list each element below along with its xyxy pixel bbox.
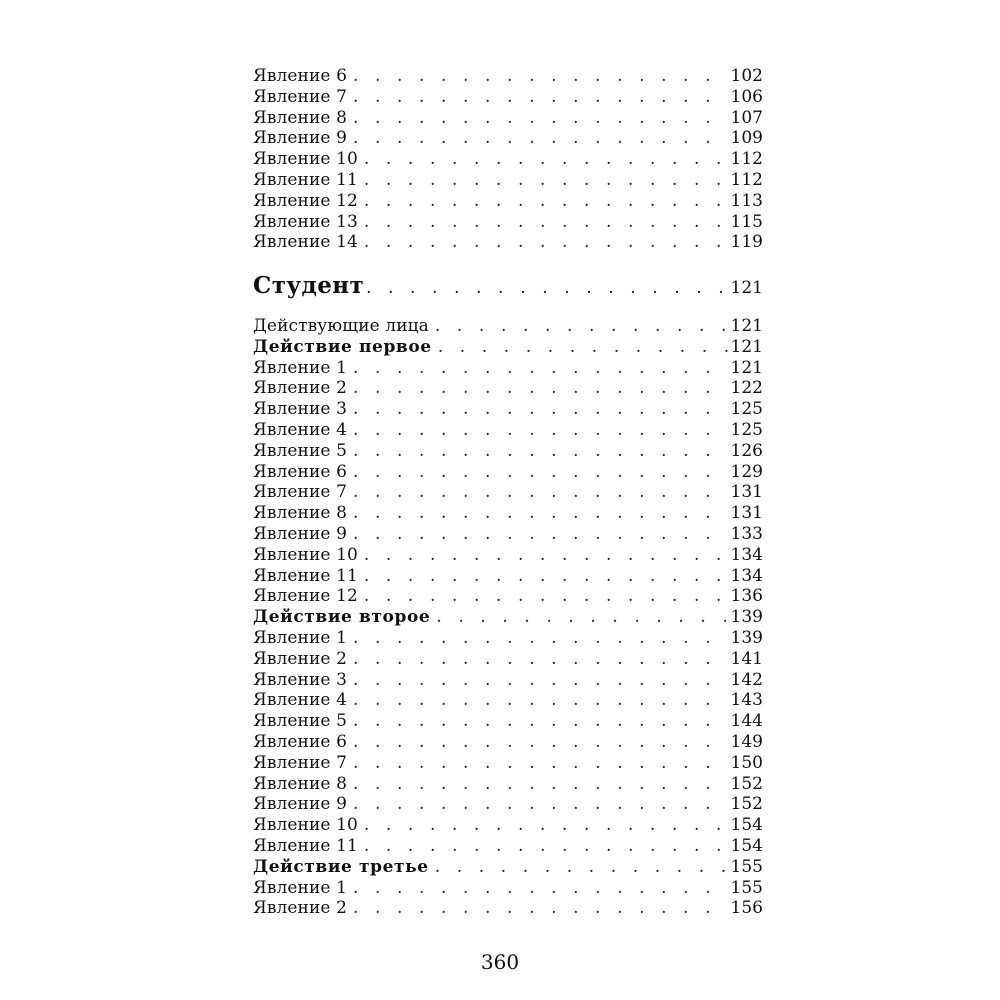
dot-leader [353, 378, 728, 399]
dot-leader [353, 690, 728, 711]
dot-leader [353, 524, 728, 545]
toc-entry-page: 143 [730, 690, 763, 711]
toc-entry-page: 150 [730, 752, 763, 773]
toc-list-main [253, 316, 763, 919]
toc-entry [253, 503, 763, 524]
toc-entry-page: 107 [730, 107, 763, 128]
dot-leader [438, 337, 728, 358]
toc-entry-title: Явление 7 [253, 752, 348, 773]
toc-entry-title: Действие второе [253, 607, 431, 628]
toc-entry-page: 152 [730, 794, 763, 815]
toc-entry-title: Явление 10 [253, 149, 358, 170]
toc-entry-page: 141 [730, 648, 763, 669]
toc-entry-page: 134 [730, 544, 763, 565]
dot-leader [364, 545, 728, 566]
toc-entry [253, 378, 763, 399]
toc-entry-title: Явление 12 [253, 190, 358, 211]
toc-act-heading [253, 857, 763, 878]
dot-leader [364, 170, 728, 191]
toc-entry [253, 711, 763, 732]
toc-entry-page: 112 [730, 149, 763, 170]
toc-entry-title: Явление 7 [253, 86, 348, 107]
toc-entry-page: 121 [730, 316, 763, 336]
dot-leader [353, 753, 728, 774]
dot-leader [353, 794, 728, 815]
toc-entry-title: Явление 12 [253, 586, 358, 607]
toc-entry-title: Явление 2 [253, 378, 348, 399]
toc-entry [253, 149, 763, 170]
page-number: 360 [480, 950, 520, 974]
dot-leader [364, 149, 728, 170]
dot-leader [364, 836, 728, 857]
toc-act-heading [253, 337, 763, 358]
toc-entry-page: 131 [730, 503, 763, 524]
toc-entry [253, 420, 763, 441]
toc-entry-page: 139 [730, 627, 763, 648]
toc-entry [253, 462, 763, 483]
dot-leader [353, 66, 728, 87]
toc-entry-title: Явление 5 [253, 440, 348, 461]
toc-entry-page: 109 [730, 128, 763, 149]
toc-entry [253, 482, 763, 503]
toc-entry [253, 753, 763, 774]
toc-entry-title: Явление 9 [253, 523, 348, 544]
toc-entry-title: Явление 7 [253, 482, 348, 503]
toc-entry-page: 115 [730, 211, 763, 232]
toc-entry-title: Явление 8 [253, 503, 348, 524]
dot-leader [364, 586, 728, 607]
toc-entry-page: 113 [730, 190, 763, 211]
toc-entry [253, 441, 763, 462]
toc-entry [253, 815, 763, 836]
toc-entry [253, 690, 763, 711]
dot-leader [436, 607, 727, 628]
toc-entry-page: 106 [730, 86, 763, 107]
toc-entry [253, 358, 763, 379]
toc-entry-title: Явление 6 [253, 66, 348, 86]
dot-leader [353, 503, 728, 524]
toc-entry-title: Явление 14 [253, 232, 358, 253]
toc-entry [253, 128, 763, 149]
toc-entry-page: 142 [730, 669, 763, 690]
dot-leader [435, 857, 728, 878]
toc-entry-title: Явление 1 [253, 627, 348, 648]
toc-entry-page: 144 [730, 711, 763, 732]
toc-entry-page: 121 [730, 336, 763, 357]
toc-entry-page: 125 [730, 399, 763, 420]
toc-entry [253, 66, 763, 87]
toc-entry [253, 316, 763, 337]
dot-leader [353, 898, 728, 919]
dot-leader [435, 316, 728, 337]
toc-entry-title: Действие первое [253, 336, 432, 357]
dot-leader [353, 87, 728, 108]
toc-entry-title: Действие третье [253, 856, 429, 877]
toc-entry-title: Явление 13 [253, 211, 358, 232]
dot-leader [353, 628, 728, 649]
toc-entry-title: Явление 8 [253, 773, 348, 794]
toc-entry-page: 139 [730, 607, 763, 628]
dot-leader [353, 670, 728, 691]
toc-entry-title: Явление 1 [253, 357, 348, 378]
toc-entry-page: 154 [730, 835, 763, 856]
toc-entry-title: Явление 3 [253, 669, 348, 690]
toc-entry-title: Явление 6 [253, 461, 348, 482]
dot-leader [353, 358, 728, 379]
toc-entry-page: 112 [730, 169, 763, 190]
dot-leader [364, 212, 728, 233]
toc-entry-page: 136 [730, 586, 763, 607]
toc-entry [253, 628, 763, 649]
dot-leader [366, 272, 727, 304]
toc-entry-page: 155 [730, 877, 763, 898]
toc-entry-page: 125 [730, 419, 763, 440]
toc-entry-title: Явление 10 [253, 544, 358, 565]
toc-entry [253, 774, 763, 795]
section-page-ref: 121 [730, 278, 763, 298]
toc-entry [253, 524, 763, 545]
toc-entry-title: Явление 4 [253, 419, 348, 440]
dot-leader [364, 191, 728, 212]
toc-entry-title: Явление 4 [253, 690, 348, 711]
dot-leader [353, 774, 728, 795]
toc-entry [253, 191, 763, 212]
toc-entry [253, 232, 763, 253]
toc-entry-page: 121 [730, 357, 763, 378]
dot-leader [353, 108, 728, 129]
toc-entry-title: Явление 6 [253, 731, 348, 752]
dot-leader [364, 815, 728, 836]
toc-entry-page: 152 [730, 773, 763, 794]
toc-entry-page: 131 [730, 482, 763, 503]
toc-entry-page: 133 [730, 523, 763, 544]
toc-entry-page: 155 [730, 856, 763, 877]
toc-entry [253, 878, 763, 899]
toc-entry [253, 586, 763, 607]
toc-entry [253, 399, 763, 420]
toc-entry-page: 122 [730, 378, 763, 399]
toc-entry-page: 126 [730, 440, 763, 461]
section-title: Студент [253, 272, 365, 299]
dot-leader [353, 878, 728, 899]
toc-entry-title: Явление 3 [253, 399, 348, 420]
dot-leader [353, 399, 728, 420]
dot-leader [353, 649, 728, 670]
toc-entry [253, 212, 763, 233]
dot-leader [353, 732, 728, 753]
dot-leader [364, 566, 728, 587]
toc-entry-title: Явление 11 [253, 169, 358, 190]
dot-leader [353, 128, 728, 149]
toc-entry-page: 156 [730, 898, 763, 919]
toc-entry [253, 794, 763, 815]
toc-entry-page: 102 [730, 66, 763, 86]
toc-entry-title: Явление 5 [253, 711, 348, 732]
dot-leader [364, 232, 728, 253]
toc-entry-page: 149 [730, 731, 763, 752]
dot-leader [353, 441, 728, 462]
toc-entry-title: Действующие лица [253, 316, 429, 336]
toc-entry [253, 836, 763, 857]
dot-leader [353, 462, 728, 483]
toc-entry [253, 732, 763, 753]
toc-entry-title: Явление 11 [253, 565, 358, 586]
toc-act-heading [253, 607, 763, 628]
dot-leader [353, 420, 728, 441]
toc-entry [253, 898, 763, 919]
toc-entry [253, 670, 763, 691]
toc-entry-title: Явление 1 [253, 877, 348, 898]
section-heading-student [253, 270, 763, 302]
toc-entry [253, 87, 763, 108]
toc-entry [253, 108, 763, 129]
toc-entry-title: Явление 9 [253, 128, 348, 149]
toc-entry [253, 170, 763, 191]
toc-entry-title: Явление 2 [253, 898, 348, 919]
dot-leader [353, 711, 728, 732]
toc-entry-title: Явление 8 [253, 107, 348, 128]
toc-list-top [253, 66, 763, 253]
toc-entry-title: Явление 11 [253, 835, 358, 856]
toc-entry [253, 649, 763, 670]
toc-entry [253, 545, 763, 566]
toc-entry-title: Явление 9 [253, 794, 348, 815]
toc-entry-page: 154 [730, 815, 763, 836]
toc-entry [253, 566, 763, 587]
dot-leader [353, 482, 728, 503]
toc-entry-page: 134 [730, 565, 763, 586]
toc-entry-page: 119 [730, 232, 763, 253]
toc-entry-page: 129 [730, 461, 763, 482]
toc-entry-title: Явление 10 [253, 815, 358, 836]
toc-entry-title: Явление 2 [253, 648, 348, 669]
